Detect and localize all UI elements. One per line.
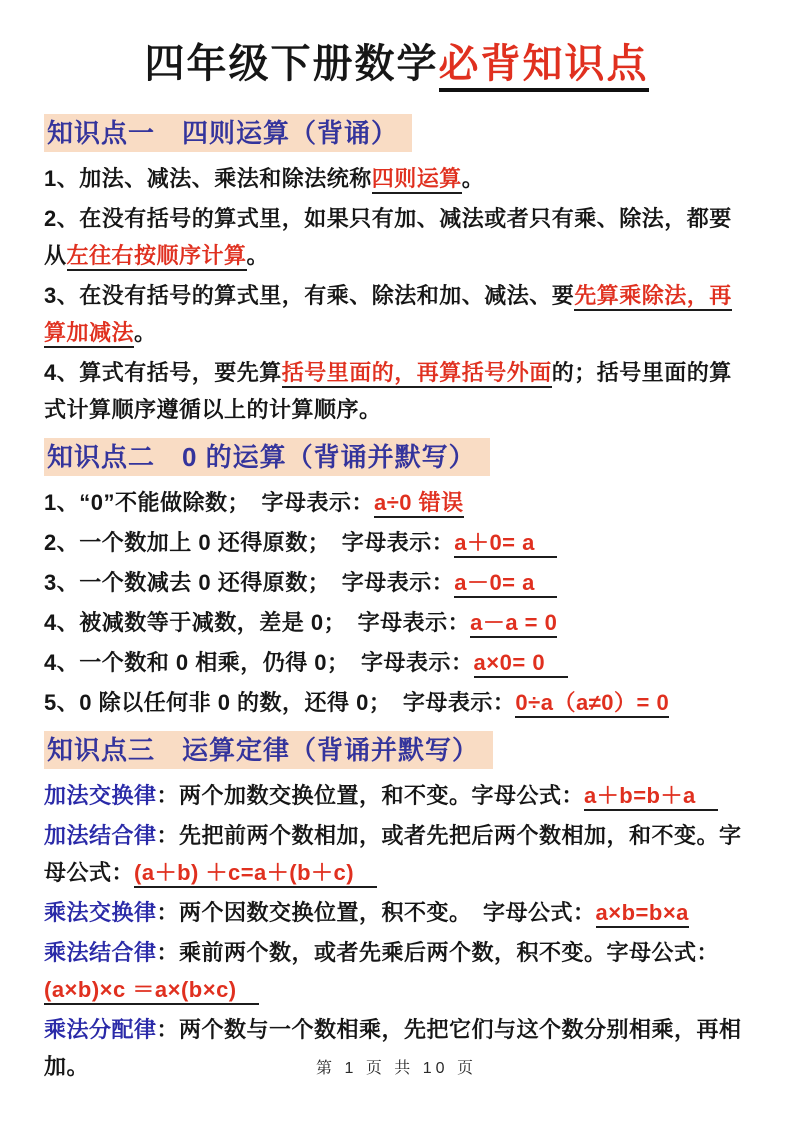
paragraph — [44, 564, 749, 601]
law-name: 乘法交换律 — [44, 900, 157, 925]
body-text: 2、在没有括号的算式里，如果只有加、减法或者只有乘、除法，都要从 — [44, 206, 732, 268]
highlight-text: a×b=b×a — [596, 900, 689, 928]
law-name: 加法结合律 — [44, 823, 157, 848]
paragraph — [44, 604, 749, 641]
highlight-text: (a＋b) ＋c=a＋(b＋c) — [134, 860, 377, 888]
section-heading: 知识点三 运算定律（背诵并默写） — [44, 731, 493, 769]
highlight-text: a÷0 错误 — [374, 490, 464, 518]
paragraph — [44, 354, 749, 428]
section — [44, 724, 749, 1085]
body-text: 。 — [246, 243, 270, 268]
highlight-text: a＋0= a — [454, 530, 557, 558]
body-text: 5、0 除以任何非 0 的数，还得 0； 字母表示： — [44, 690, 516, 715]
highlight-text: a×0= 0 — [474, 650, 568, 678]
highlight-text: a＋b=b＋a — [584, 783, 718, 811]
highlight-text: a－0= a — [454, 570, 557, 598]
page-title-red: 必背知识点 — [439, 42, 649, 92]
paragraph — [44, 817, 749, 891]
highlight-text: a－a = 0 — [470, 610, 557, 638]
paragraph — [44, 644, 749, 681]
body-text: ：乘前两个数，或者先乘后两个数，积不变。字母公式： — [156, 940, 720, 965]
body-text: 4、算式有括号，要先算 — [44, 360, 282, 385]
highlight-text: 左往右按顺序计算 — [67, 243, 247, 271]
highlight-text: 四则运算 — [372, 166, 462, 194]
body-text: 1、“0”不能做除数； 字母表示： — [44, 490, 374, 515]
paragraph — [44, 934, 749, 1008]
body-text: ：两个加数交换位置，和不变。字母公式： — [156, 783, 585, 808]
body-text: 4、被减数等于减数，差是 0； 字母表示： — [44, 610, 471, 635]
paragraph — [44, 277, 749, 351]
section — [44, 431, 749, 721]
paragraph — [44, 484, 749, 521]
paragraph — [44, 160, 749, 197]
section-heading: 知识点二 0 的运算（背诵并默写） — [44, 438, 490, 476]
highlight-text: 括号里面的，再算括号外面 — [282, 360, 552, 388]
page-title-black: 四年级下册数学 — [144, 42, 439, 86]
paragraph — [44, 777, 749, 814]
body-text: 。 — [461, 166, 485, 191]
body-text: 。 — [134, 320, 157, 345]
law-name: 乘法分配律 — [44, 1017, 157, 1042]
body-text: 1、加法、减法、乘法和除法统称 — [44, 166, 372, 191]
body-text: ：两个因数交换位置，积不变。 字母公式： — [156, 900, 596, 925]
highlight-text: 先算乘除法，再算加减法 — [44, 283, 732, 348]
page-title — [44, 32, 749, 89]
highlight-text: (a×b)×c ＝a×(b×c) — [44, 977, 259, 1005]
highlight-text: 0÷a（a≠0）= 0 — [515, 690, 669, 718]
paragraph — [44, 894, 749, 931]
law-name: 加法交换律 — [44, 783, 157, 808]
paragraph — [44, 200, 749, 274]
law-name: 乘法结合律 — [44, 940, 157, 965]
body-text: 3、在没有括号的算式里，有乘、除法和加、减法、要 — [44, 283, 575, 308]
paragraph — [44, 524, 749, 561]
page-footer: 第 1 页 共 10 页 — [316, 1060, 477, 1077]
body-text: 4、一个数和 0 相乘，仍得 0； 字母表示： — [44, 650, 474, 675]
body-text: 2、一个数加上 0 还得原数； 字母表示： — [44, 530, 455, 555]
section — [44, 107, 749, 428]
body-text: 3、一个数减去 0 还得原数； 字母表示： — [44, 570, 455, 595]
body-text: 的；括号里面的算式计算顺序遵循以上的计算顺序。 — [44, 360, 732, 422]
section-heading: 知识点一 四则运算（背诵） — [44, 114, 412, 152]
body-text: ：两个数与一个数相乘，先把它们与这个数分别相乘，再相加。 — [44, 1017, 742, 1079]
body-text: ：先把前两个数相加，或者先把后两个数相加，和不变。字母公式： — [44, 823, 742, 885]
paragraph — [44, 684, 749, 721]
content-area — [44, 107, 749, 1085]
